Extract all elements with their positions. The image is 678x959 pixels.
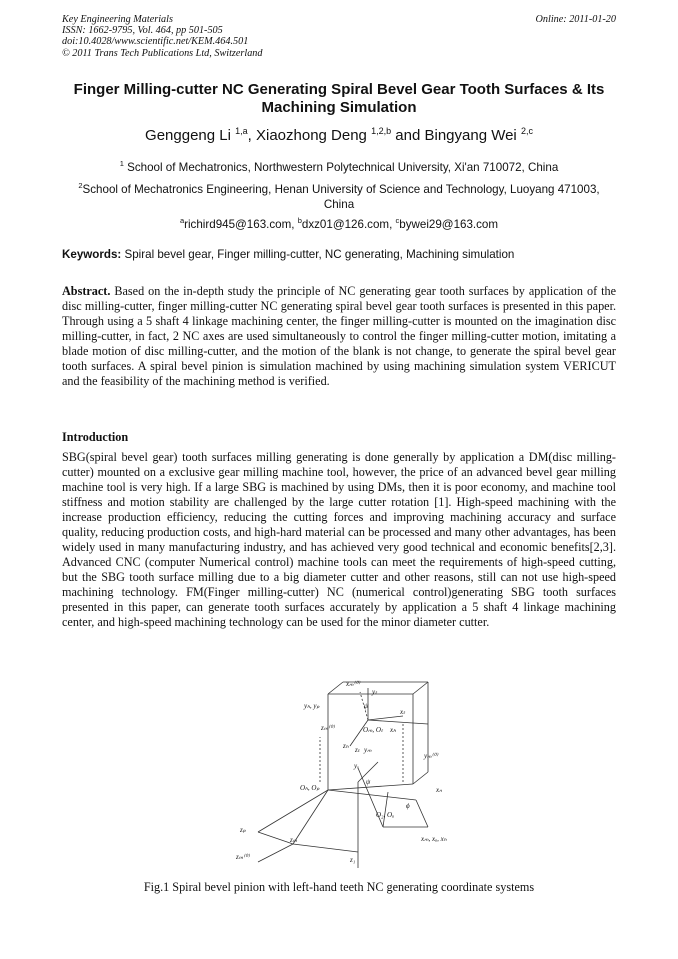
- author-affiliation-mark: 1,a: [235, 126, 248, 136]
- label-xb: xₕ: [390, 726, 396, 734]
- label-ym0: yₘ⁽⁰⁾: [424, 752, 438, 760]
- label-psi2: ψ: [366, 778, 371, 786]
- copyright-line: © 2011 Trans Tech Publications Ltd, Switzerland: [62, 47, 263, 59]
- label-om01: Oₘ, Oₜ: [363, 726, 384, 734]
- keywords: [62, 248, 616, 261]
- author-affiliation-mark: 1,2,b: [371, 126, 392, 136]
- email-address: richird945@163.com,: [184, 217, 298, 231]
- label-zm: zₘ: [290, 836, 298, 844]
- label-yb: yₕ, yₚ: [304, 702, 320, 710]
- label-zmb: zₘ⁽⁰⁾: [236, 853, 250, 861]
- email-mark: b: [297, 216, 302, 225]
- label-ob: Oₕ, Oₚ: [300, 784, 320, 792]
- label-xm: xₘ, xₐ, xₕ: [421, 835, 447, 843]
- online-date: Online: 2011-01-20: [535, 14, 616, 25]
- author-affiliation-mark: 2,c: [520, 126, 533, 136]
- label-xt: xₜ: [400, 708, 406, 716]
- label-xn: xₙ: [436, 786, 442, 794]
- email-address: dxz01@126.com,: [301, 217, 396, 231]
- author-separator: and: [391, 127, 425, 144]
- label-psi: ψ: [364, 702, 369, 710]
- coordinate-system-diagram: [228, 672, 468, 868]
- label-zp: zₚ: [240, 826, 246, 834]
- journal-header: [62, 14, 262, 59]
- affiliation-mark: 2: [78, 181, 83, 190]
- affiliation-2: [62, 178, 616, 212]
- journal-name: Key Engineering Materials: [62, 14, 173, 25]
- author-name: Bingyang Wei: [424, 127, 517, 144]
- email-mark: c: [395, 216, 400, 225]
- figure-caption: Fig.1 Spiral bevel pinion with left-hand teeth NC generating coordinate systems: [143, 880, 535, 894]
- doi-line: doi:10.4028/www.scientific.net/KEM.464.501: [62, 36, 249, 48]
- label-o2: O₂, Oₐ: [376, 811, 395, 819]
- abstract-text: Based on the in-depth study the principle of NC generating gear tooth surfaces by application of the disc milling-cutter, finger milling-cutter NC generating spiral bevel gear tooth surfaces is presented in this paper. Through using a 5 shaft 4 linkage machining center, the finger milling-cutter is mounted on the imagination disc milling-cutter, in fact, 2 NC axes are used simultaneously to control the finger milling-cutter motion, imitating a blade motion of disc milling-cutter, and the motion of the blank is not change, to generate the spiral bevel gear tooth surfaces. A spiral bevel pinion is simulation machined by using machining simulation system VERICUT and the feasibility of the machining method is verified.: [62, 284, 616, 388]
- author-name: Xiaozhong Deng: [255, 127, 367, 144]
- introduction-heading: Introduction: [62, 430, 129, 444]
- email-line: [62, 213, 616, 232]
- label-xm0: xₘ⁽⁰⁾: [346, 680, 360, 688]
- label-zb: zₕ: [343, 742, 349, 750]
- figure-1: [228, 672, 468, 868]
- author-name: Genggeng Li: [145, 127, 231, 144]
- abstract-label: Abstract.: [62, 284, 111, 298]
- affiliation-text: School of Mechatronics Engineering, Henan University of Science and Technology, Luoyang 471003, China: [82, 182, 600, 211]
- affiliation-mark: 1: [119, 159, 124, 168]
- label-ym: yₘ: [364, 746, 372, 754]
- label-zl: z₁: [350, 856, 356, 864]
- keywords-label: Keywords:: [62, 248, 122, 261]
- author-separator: ,: [247, 127, 256, 144]
- label-yv: yᵥ: [354, 762, 360, 770]
- email-address: bywei29@163.com: [399, 217, 499, 231]
- keywords-text: Spiral bevel gear, Finger milling-cutter, NC generating, Machining simulation: [121, 248, 515, 261]
- affiliation-1: [62, 156, 616, 175]
- paper-title: Finger Milling-cutter NC Generating Spiral Bevel Gear Tooth Surfaces & Its Machining Simulation: [73, 81, 605, 116]
- introduction-paragraph: SBG(spiral bevel gear) tooth surfaces milling generating is done generally by application a DM(disc milling-cutter) mounted on a exclusive gear milling machine tool, however, the price of an advanced bevel gear milling machine tool is very high. If a large SBG is machined by using DMs, then it is poor economy, and machine tool stiffness and motion stability are challenged by the large cutter rotation [1]. High-speed machining with the increase production efficiency, reducing the cutting forces and improving machining accuracy and surface quality, reducing production costs, and high-hard material can be processed and many other advantages, has been widely used in many manufacturing industry, and has achieved very good technical and economic benefits[2,3]. Advanced CNC (computer Numerical control) machine tools can meet the requirements of high-speed cutting, but the SBG tooth surface milling due to a big diameter cutter and other reasons, still can not use high-speed machining technology. FM(Finger milling-cutter) NC (numerical control)generating SBG tooth surfaces presented in this paper, can generate tooth surfaces accurately by application a 5 shaft 4 linkage machining center, and high-speed machining technology can be used for the minor diameter cutter.: [62, 450, 616, 629]
- affiliation-text: School of Mechatronics, Northwestern Polytechnical University, Xi'an 710072, China: [123, 160, 559, 174]
- label-zm0: zₘ⁽⁰⁾: [321, 724, 335, 732]
- label-yt: yₜ: [372, 688, 378, 696]
- issn-line: ISSN: 1662-9795, Vol. 464, pp 501-505: [62, 25, 223, 37]
- label-zt: zₜ: [355, 746, 360, 754]
- email-mark: a: [179, 216, 185, 225]
- abstract: [62, 284, 616, 389]
- label-phi: ϕ: [406, 802, 410, 810]
- author-list: [62, 126, 616, 144]
